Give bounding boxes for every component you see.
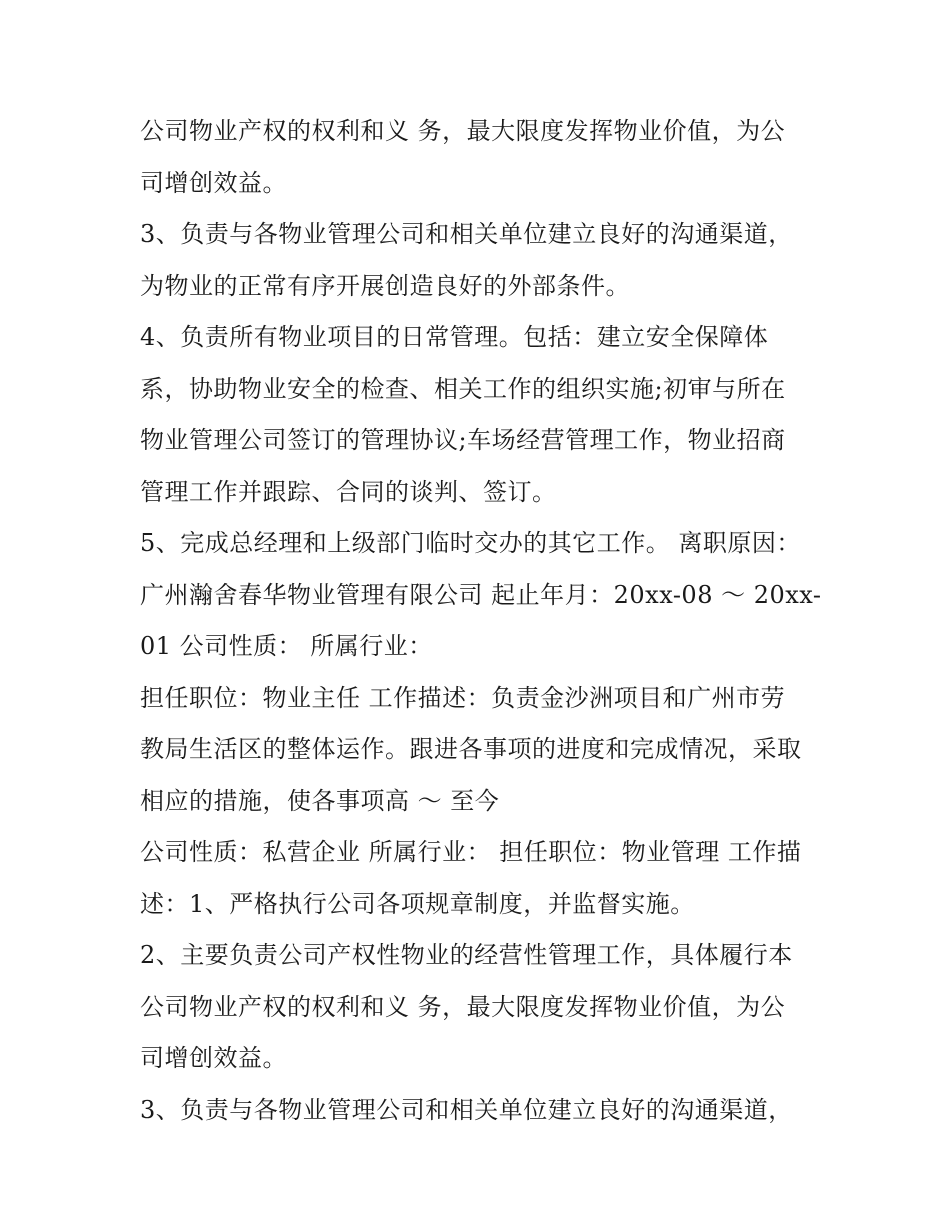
text-line: 3、负责与各物业管理公司和相关单位建立良好的沟通渠道， — [140, 1095, 793, 1124]
text-line: 教局生活区的整体运作。跟进各事项的进度和完成情况，采取 — [140, 735, 802, 763]
document-body — [140, 106, 830, 1136]
text-line: 担任职位：物业主任 工作描述：负责金沙洲项目和广州市劳 — [140, 683, 786, 712]
text-line: 公司性质：私营企业 所属行业： 担任职位：物业管理 工作描 — [140, 838, 802, 866]
text-line: 述：1、严格执行公司各项规章制度，并监督实施。 — [140, 889, 695, 918]
text-line: 4、负责所有物业项目的日常管理。包括：建立安全保障体 — [140, 323, 769, 351]
text-line: 3、负责与各物业管理公司和相关单位建立良好的沟通渠道， — [140, 220, 793, 248]
text-line: 公司物业产权的权利和义 务，最大限度发挥物业价值，为公 — [140, 992, 786, 1021]
text-line: 司增创效益。 — [140, 1044, 287, 1072]
text-line: 5、完成总经理和上级部门临时交办的其它工作。 离职原因： — [140, 529, 801, 557]
text-line: 01 公司性质： 所属行业： — [140, 632, 433, 660]
text-line: 为物业的正常有序开展创造良好的外部条件。 — [140, 271, 630, 300]
text-line: 2、主要负责公司产权性物业的经营性管理工作，具体履行本 — [140, 941, 793, 969]
text-line: 公司物业产权的权利和义 务，最大限度发挥物业价值，为公 — [140, 117, 786, 145]
text-line: 司增创效益。 — [140, 168, 287, 197]
text-line: 相应的措施，使各事项高 ～ 至今 — [140, 786, 500, 815]
text-line: 系，协助物业安全的检查、相关工作的组织实施;初审与所在 — [140, 374, 786, 403]
text-line: 管理工作并跟踪、合同的谈判、签订。 — [140, 477, 557, 506]
text-line: 物业管理公司签订的管理协议;车场经营管理工作，物业招商 — [140, 426, 786, 454]
text-line: 广州瀚舍春华物业管理有限公司 起止年月：20xx-08 ～ 20xx- — [140, 580, 822, 609]
